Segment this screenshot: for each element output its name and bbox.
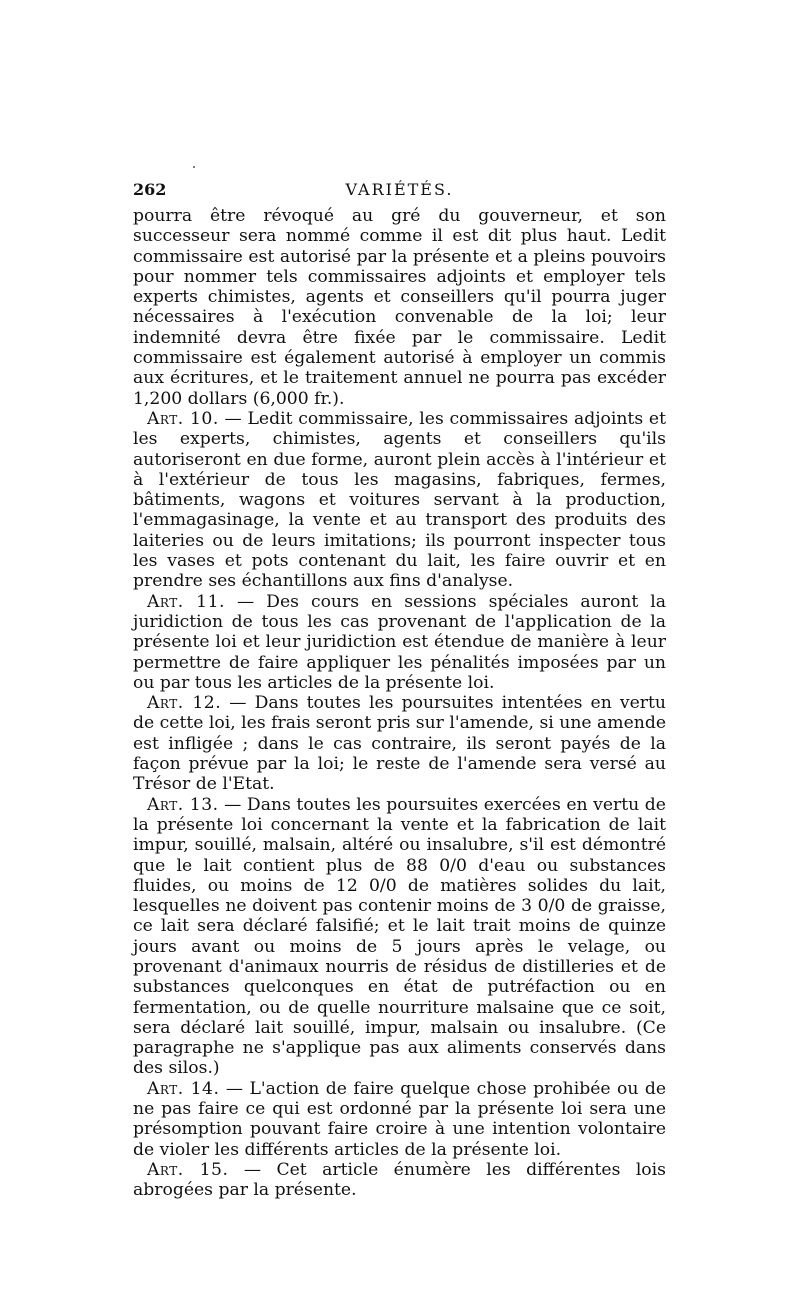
article-text: — Ledit commissaire, les commissaires adjoints et les experts, chimistes, agents et conseillers qu'ils autoriseront en due forme, auront plein accès à l'intérieur et à l'extérieur de tous les magasins, fabriques, fermes, bâtiments, wagons et voitures servant à la production, l'emmagasinage, la vente et au transport des produits des laiteries ou de leurs imitations; ils pourront inspecter tous les vases et pots contenant du lait, les faire ouvrir et en prendre ses échantillons aux fins d'analyse. (133, 408, 666, 592)
page-body (133, 206, 666, 1201)
print-speck (193, 166, 195, 168)
article-text: — Des cours en sessions spéciales auront la juridiction de tous les cas provenant de l'application de la présente loi et leur juridiction est étendue de manière à leur permettre de faire appliquer les pénalités imposées par un ou par tous les articles de la présente loi. (133, 591, 666, 693)
book-page (133, 176, 666, 1201)
page-number: 262 (133, 180, 167, 199)
article-label: Art. 10. (147, 408, 219, 429)
article-11 (133, 592, 666, 693)
paragraph-continuation: pourra être révoqué au gré du gouverneur, et son successeur sera nommé comme il est dit plus haut. Ledit commissaire est autorisé par la présente et a pleins pouvoirs pour nommer tels commissaires adjoints et employer tels experts chimistes, agents et conseillers qu'il pourra juger nécessaires à l'exécution convenable de la loi; leur indemnité devra être fixée par le commissaire. Ledit commissaire est également autorisé à employer un commis aux écritures, et le traitement annuel ne pourra pas excéder 1,200 dollars (6,000 fr.). (133, 206, 666, 409)
running-head (133, 176, 666, 206)
article-text: — Dans toutes les poursuites intentées en vertu de cette loi, les frais seront pris sur l'amende, si une amende est infligée ; dans le cas contraire, ils seront payés de la façon prévue par la loi; le reste de l'amende sera versé au Trésor de l'Etat. (133, 693, 666, 795)
article-15 (133, 1160, 666, 1201)
running-title: VARIÉTÉS. (345, 180, 454, 199)
article-text: — L'action de faire quelque chose prohibée ou de ne pas faire ce qui est ordonné par la présente loi sera une présomption pouvant faire croire à une intention volontaire de violer les différents articles de la présente loi. (133, 1078, 666, 1160)
article-text: — Cet article énumère les différentes lois abrogées par la présente. (133, 1159, 666, 1201)
article-label: Art. 14. (147, 1078, 220, 1099)
article-label: Art. 13. (147, 794, 219, 815)
article-label: Art. 12. (147, 693, 222, 714)
article-12 (133, 693, 666, 794)
article-14 (133, 1079, 666, 1160)
article-13 (133, 795, 666, 1079)
article-text: — Dans toutes les poursuites exercées en vertu de la présente loi concernant la vente et la fabrication de lait impur, souillé, malsain, altéré ou insalubre, s'il est démontré que le lait contient plus de 88 0/0 d'eau ou substances fluides, ou moins de 12 0/0 de matières solides du lait, lesquelles ne doivent pas contenir moins de 3 0/0 de graisse, ce lait sera déclaré falsifié; et le lait trait moins de quinze jours avant ou moins de 5 jours après le velage, ou provenant d'animaux nourris de résidus de distilleries et de substances quelconques en état de putréfaction ou en fermentation, ou de quelle nourriture malsaine que ce soit, sera déclaré lait souillé, impur, malsain ou insalubre. (Ce paragraphe ne s'applique pas aux aliments conservés dans des silos.) (133, 794, 666, 1079)
article-label: Art. 11. (147, 591, 226, 612)
article-label: Art. 15. (147, 1159, 229, 1180)
article-10 (133, 409, 666, 592)
